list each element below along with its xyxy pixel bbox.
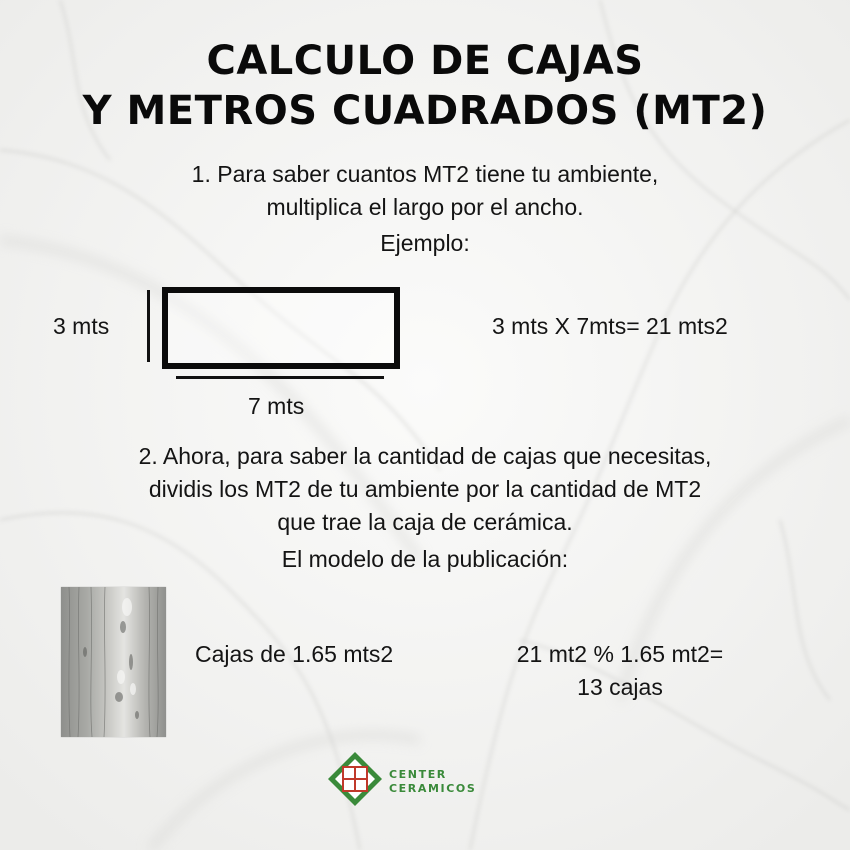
width-label: 7 mts bbox=[248, 393, 305, 419]
step-2-line-3: que trae la caja de cerámica. bbox=[277, 509, 573, 535]
step-1-text bbox=[0, 158, 850, 224]
room-rectangle bbox=[162, 287, 400, 369]
step-1-line-1: 1. Para saber cuantos MT2 tiene tu ambiente, bbox=[191, 161, 659, 187]
logo-word-center: CENTER bbox=[389, 768, 447, 781]
logo-word-ceramicos: CERAMICOS bbox=[389, 782, 477, 795]
height-dimension-line bbox=[147, 290, 150, 362]
example-label: Ejemplo: bbox=[380, 230, 470, 256]
box-size-text: Cajas de 1.65 mts2 bbox=[195, 641, 394, 667]
step-2-line-1: 2. Ahora, para saber la cantidad de cajas que necesitas, bbox=[138, 443, 712, 469]
box-calculation bbox=[470, 638, 770, 704]
step-2-line-2: dividis los MT2 de tu ambiente por la cantidad de MT2 bbox=[148, 476, 702, 502]
area-formula: 3 mts X 7mts= 21 mts2 bbox=[492, 313, 728, 339]
title-line-2: Y METROS CUADRADOS (MT2) bbox=[82, 88, 768, 134]
model-label: El modelo de la publicación: bbox=[281, 546, 569, 572]
box-calculation-line-1: 21 mt2 % 1.65 mt2= bbox=[516, 641, 724, 667]
title-line-1: CALCULO DE CAJAS bbox=[206, 38, 644, 84]
width-dimension-line bbox=[176, 376, 384, 379]
height-label: 3 mts bbox=[53, 313, 110, 339]
tile-sample-image bbox=[61, 587, 166, 737]
page-title bbox=[0, 36, 850, 136]
step-1-line-2: multiplica el largo por el ancho. bbox=[266, 194, 584, 220]
center-ceramicos-logo-icon bbox=[327, 751, 383, 807]
box-calculation-line-2: 13 cajas bbox=[577, 674, 663, 700]
step-2-text bbox=[0, 440, 850, 539]
